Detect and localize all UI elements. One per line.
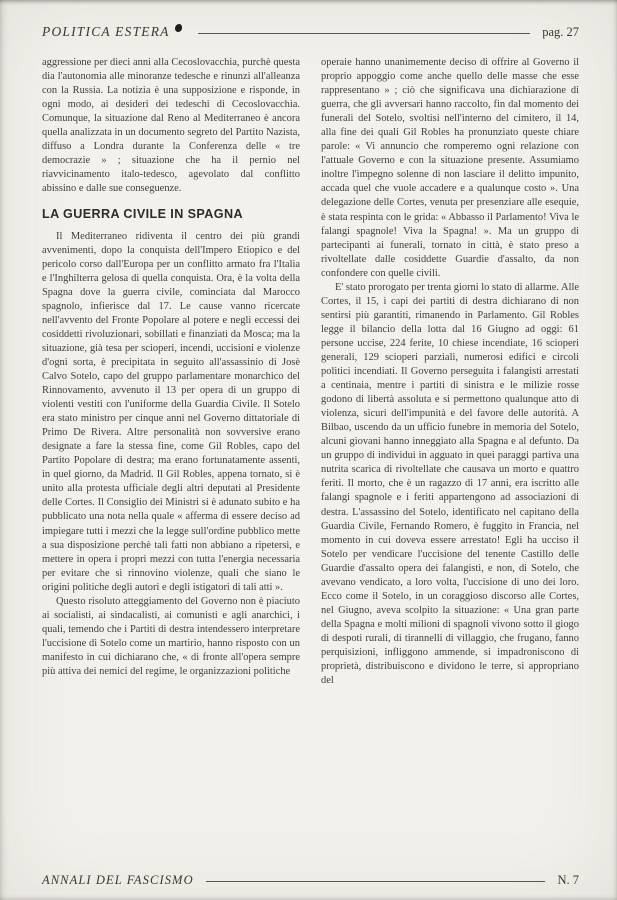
page-number: pag. 27 (542, 24, 579, 39)
journal-title: POLITICA ESTERA (42, 24, 170, 39)
paragraph: Il Mediterraneo ridiventa il centro dei più grandi avvenimenti, dopo la conquista dell'Impero Etiopico e del pericolo corso dall'Europa per un conflitto armato fra l'Italia e l'Inghilterra gelosa di quella conquista. Ora, è la volta della Spagna dove la guerra civile, cominciata dal Marocco spagnolo, infierisce dal 17. Le cause vanno ricercate nell'avvento del Fronte Popolare al potere e negli eccessi dei cosiddetti rivoluzionari, sobillati e finanziati da Mosca; ma la situazione, già tesa per scioperi, incendi, uccisioni e violenze d'ogni sorta, è precipitata in seguito all'assassinio di Josè Calvo Sotelo, capo del gruppo parlamentare monarchico del Rinnovamento, avvenuto il 13 per opera di un gruppo di violenti vestiti con l'uniforme della Guardia Civile. Il Sotelo era stato ministro per cinque anni nel Governo dittatoriale di Primo De Rivera. Altre personalità non sovversive erano designate a fare la stessa fine, come Gil Robles, capo del Partito Popolare di destra; ma erano fortunatamente assenti, in quel giorno, da Madrid. Il Gil Robles, appena tornato, si è unito alla protesta ufficiale degli altri deputati al Presidente delle Cortes. Il Consiglio dei Ministri si è adunato subito e ha pubblicato una nota nella quale « afferma di essere deciso ad impiegare tutti i mezzi che la legge sull'ordine pubblico mette a sua disposizione perchè tali fatti non abbiano a ripetersi, e mettere in opera i propri mezzi con tutta l'energia necessaria per evitare che si rinnovino violenze, quali che siano le origini politiche degli autori e degli istigatori di tali atti ». (42, 230, 300, 593)
page-footer (42, 873, 579, 888)
paragraph: operaie hanno unanimemente deciso di offrire al Governo il proprio appoggio come anche quello delle masse che esse rappresentano » ; ciò che significava una dichiarazione di guerra, che gli avversari hanno raccolto, fin dal momento dei funerali del Sotelo, svoltisi nell'interno del cimitero, il 14, alla fine dei quali Gil Robles ha pronunziato queste chiare parole: « Vi annuncio che romperemo ogni relazione con l'attuale Governo e con la situazione presente. Assumiamo inoltre l'impegno solenne di non lasciare il delitto impunito, accada quel che vuole accadere e a qualunque costo ». Una delegazione delle Cortes, venuta per presenziare alle esequie, è stata respinta con le grida: « Abbasso il Parlamento! Viva le falangi spagnole! Viva la Spagna! ». Ma un gruppo di partecipanti ai funerali, tornato in città, è stato preso a rivoltellate dalle cosiddette Guardie d'assalto, da non confondere con quelle civili. (321, 57, 579, 279)
header-rule (198, 33, 531, 34)
paragraph: aggressione per dieci anni alla Cecoslovacchia, purchè questa dia l'autonomia alle minoranze tedesche e rinunzi all'alleanza con la Russia. La notizia è una supposizione e risponde, in ogni modo, ai desideri dei tedeschi di Cecoslovacchia. Comunque, la situazione dal Reno al Mediterraneo è ancora quella analizzata in un documento segreto del Partito Nazista, diffuso a Londra durante la Conferenza delle « tre democrazie » ; situazione che ha il pernio nel riavvicinamento italo-tedesco, agevolato dal conflitto abissino e dalle sue conseguenze. (42, 57, 300, 195)
footer-journal-title: ANNALI DEL FASCISMO (42, 873, 194, 887)
ink-spot-mark (175, 24, 182, 32)
left-column (42, 56, 300, 874)
section-heading: LA GUERRA CIVILE IN SPAGNA (42, 207, 243, 222)
page-header (42, 20, 579, 44)
paragraph: Questo risoluto atteggiamento del Governo non è piaciuto ai socialisti, ai sindacalisti, ai comunisti e agli anarchici, i quali, temendo che i Partiti di destra intendessero interpretare l'uccisione di Sotelo come un martirio, hanno risposto con un manifesto in cui dichiarano che, « di fronte all'opera sempre più attiva dei nemici del regime, le organizzazioni politiche (42, 595, 300, 677)
page-content (42, 20, 579, 890)
footer-rule (206, 881, 546, 882)
paragraph: E' stato prorogato per trenta giorni lo stato di allarme. Alle Cortes, il 15, i capi dei partiti di destra dichiarano di non sentirsi più garantiti, rimanendo in Parlamento. Gil Robles legge il bilancio della lotta dal 16 Giugno ad oggi: 61 persone uccise, 224 ferite, 10 chiese incendiate, 16 scioperi generali, 129 scioperi parziali, numerosi edifici e circoli politici incendiati. Il Governo perseguita i falangisti arrestati a centinaia, mentre i partiti di sinistra e le milizie rosse godono di libertà assoluta e si permettono qualunque atto di violenza, sicuri dell'impunità e del favore delle autorità. A Bilbao, uscendo da un ufficio funebre in memoria del Sotelo, alcuni giovani hanno inneggiato alla Spagna e al defunto. Da un gruppo di individui in agguato in quei paraggi partiva una nutrita scarica di rivoltellate che causava un morto e quattro feriti. Il morto, che è un ragazzo di 17 anni, era iscritto alle falangi spagnole e i feriti appartengono ad associazioni di destra. L'assassino del Sotelo, identificato nel capitano della Guardia Civile, Fernando Romero, è fuggito in Francia, nel momento in cui doveva essere arrestato! Egli ha ucciso il Sotelo per vendicare l'uccisione del tenente Castillo delle Guardie d'assalto opera dei falangisti, e non, di Sotelo, che avevano vendicato, a loro volta, l'uccisione di uno dei loro. Ecco come il Sotelo, in un coraggioso discorso alle Cortes, nel Giugno, aveva scolpito la situazione: « Una gran parte della Spagna e molti milioni di spagnoli vivono sotto il giogo di despoti rurali, di tirannelli di villaggio, che frugano, fanno perquisizioni, infliggono ammende, si impadroniscono di proprietà, distribuiscono e dividono le terre, si appropriano del (321, 281, 579, 687)
right-column (321, 56, 579, 874)
two-column-text (42, 56, 579, 874)
footer-issue-number: N. 7 (557, 873, 579, 887)
